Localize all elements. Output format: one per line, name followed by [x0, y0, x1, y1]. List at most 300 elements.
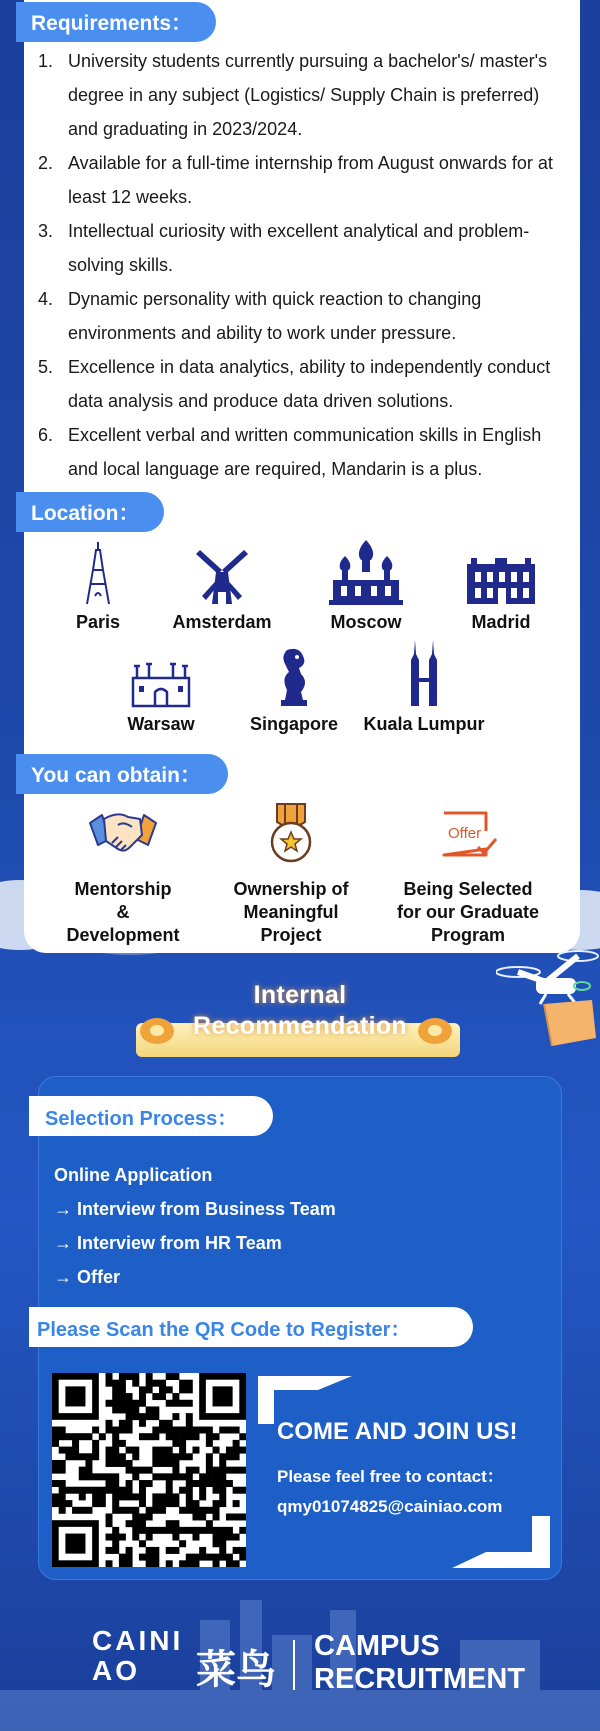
selection-steps — [54, 1158, 336, 1294]
qr-module — [139, 1467, 146, 1474]
qr-module — [152, 1547, 159, 1554]
qr-module — [132, 1473, 139, 1480]
qr-module — [192, 1527, 199, 1534]
qr-module — [172, 1400, 179, 1407]
qr-module — [219, 1547, 226, 1554]
item-text: Available for a full-time internship from August onwards for at least 12 weeks. — [68, 153, 553, 207]
qr-module — [139, 1527, 146, 1534]
register-title: Please Scan the QR Code to Register： — [37, 1318, 411, 1341]
campus-recruitment — [314, 1630, 525, 1696]
qr-module — [146, 1507, 153, 1514]
bracket-decoration — [258, 1376, 352, 1424]
qr-module — [213, 1480, 220, 1487]
qr-module — [179, 1447, 186, 1454]
qr-module — [239, 1447, 246, 1454]
qr-module — [172, 1427, 179, 1434]
city-warsaw — [91, 638, 231, 735]
qr-module — [152, 1473, 159, 1480]
qr-module — [106, 1480, 113, 1487]
qr-module — [166, 1487, 173, 1494]
qr-module — [112, 1440, 119, 1447]
location-heading — [16, 492, 164, 532]
city-singapore — [224, 638, 364, 735]
qr-module — [152, 1560, 159, 1567]
qr-module — [166, 1386, 173, 1393]
qr-module — [199, 1513, 206, 1520]
qr-module — [233, 1500, 240, 1507]
qr-module — [172, 1500, 179, 1507]
qr-module — [139, 1480, 146, 1487]
qr-module — [112, 1386, 119, 1393]
qr-module — [112, 1493, 119, 1500]
qr-module — [152, 1393, 159, 1400]
qr-module — [59, 1460, 66, 1467]
qr-module — [186, 1507, 193, 1514]
qr-module — [172, 1520, 179, 1527]
qr-module — [172, 1413, 179, 1420]
qr-module — [206, 1473, 213, 1480]
qr-module — [199, 1480, 206, 1487]
qr-module — [206, 1460, 213, 1467]
qr-module — [233, 1467, 240, 1474]
qr-module — [192, 1554, 199, 1561]
qr-module — [226, 1527, 233, 1534]
qr-module — [72, 1507, 79, 1514]
qr-module — [219, 1493, 226, 1500]
qr-module — [139, 1413, 146, 1420]
castle-icon — [91, 638, 231, 708]
qr-module — [172, 1393, 179, 1400]
qr-module — [59, 1500, 66, 1507]
qr-module — [72, 1447, 79, 1454]
qr-module — [146, 1554, 153, 1561]
qr-module — [159, 1460, 166, 1467]
qr-module — [59, 1447, 66, 1454]
qr-module — [179, 1487, 186, 1494]
qr-module — [126, 1554, 133, 1561]
qr-module — [65, 1487, 72, 1494]
qr-module — [106, 1547, 113, 1554]
qr-module — [186, 1453, 193, 1460]
qr-module — [166, 1433, 173, 1440]
qr-module — [166, 1373, 173, 1380]
item-number: 4. — [38, 289, 54, 309]
list-item — [38, 418, 568, 486]
qr-module — [139, 1540, 146, 1547]
qr-module — [179, 1400, 186, 1407]
qr-module — [99, 1487, 106, 1494]
qr-module — [179, 1386, 186, 1393]
qr-module — [139, 1420, 146, 1427]
city-label: Madrid — [471, 612, 531, 632]
qr-module — [192, 1507, 199, 1514]
qr-module — [126, 1373, 133, 1380]
qr-module — [219, 1500, 226, 1507]
qr-module — [206, 1467, 213, 1474]
qr-module — [92, 1473, 99, 1480]
qr-code[interactable] — [52, 1373, 246, 1567]
qr-module — [213, 1500, 220, 1507]
qr-module — [152, 1500, 159, 1507]
qr-module — [112, 1527, 119, 1534]
item-text: Intellectual curiosity with excellent analytical and problem-solving skills. — [68, 221, 530, 275]
qr-module — [119, 1373, 126, 1380]
qr-module — [52, 1440, 59, 1447]
requirements-list — [38, 44, 568, 486]
item-text: University students currently pursuing a bachelor's/ master's degree in any subject (Logistics/ Supply Chain is preferred) and graduating in 2023/2024. — [68, 51, 548, 139]
qr-module — [112, 1500, 119, 1507]
qr-module — [112, 1427, 119, 1434]
qr-module — [172, 1527, 179, 1534]
qr-module — [72, 1440, 79, 1447]
qr-module — [166, 1460, 173, 1467]
item-number: 2. — [38, 153, 54, 173]
qr-module — [132, 1513, 139, 1520]
city-kuala-lumpur — [354, 638, 494, 735]
title-line: Internal — [253, 981, 347, 1009]
qr-module — [186, 1480, 193, 1487]
qr-module — [112, 1447, 119, 1454]
qr-module — [132, 1507, 139, 1514]
qr-module — [186, 1467, 193, 1474]
benefit-label: Ownership of Meaningful Project — [233, 879, 349, 945]
qr-module — [239, 1554, 246, 1561]
qr-module — [106, 1534, 113, 1541]
qr-module — [139, 1493, 146, 1500]
qr-module — [152, 1507, 159, 1514]
qr-module — [213, 1507, 220, 1514]
qr-module — [132, 1406, 139, 1413]
qr-module — [172, 1433, 179, 1440]
qr-module — [159, 1507, 166, 1514]
city-label: Moscow — [330, 612, 402, 632]
qr-module — [152, 1413, 159, 1420]
qr-module — [112, 1473, 119, 1480]
qr-module — [146, 1413, 153, 1420]
qr-module — [106, 1420, 113, 1427]
qr-module — [85, 1467, 92, 1474]
qr-module — [233, 1427, 240, 1434]
qr-module — [199, 1554, 206, 1561]
benefit-label: Being Selected for our Graduate Program — [396, 879, 539, 945]
qr-module — [119, 1493, 126, 1500]
qr-module — [126, 1520, 133, 1527]
footer-divider — [293, 1640, 295, 1690]
qr-module — [79, 1433, 86, 1440]
qr-module — [206, 1427, 213, 1434]
item-text: Excellence in data analytics, ability to independently conduct data analysis and produce data driven solutions. — [68, 357, 551, 411]
qr-module — [186, 1554, 193, 1561]
qr-module — [126, 1493, 133, 1500]
qr-module — [146, 1560, 153, 1567]
step-item: Online Application — [54, 1165, 213, 1185]
qr-module — [106, 1373, 113, 1380]
qr-module — [166, 1427, 173, 1434]
qr-module — [206, 1440, 213, 1447]
qr-module — [119, 1460, 126, 1467]
city-madrid — [431, 532, 571, 633]
qr-module — [192, 1427, 199, 1434]
qr-module — [172, 1440, 179, 1447]
qr-module — [65, 1500, 72, 1507]
qr-module — [119, 1554, 126, 1561]
qr-module — [206, 1433, 213, 1440]
qr-module — [172, 1493, 179, 1500]
qr-module — [239, 1513, 246, 1520]
qr-module — [106, 1560, 113, 1567]
qr-module — [166, 1547, 173, 1554]
qr-module — [146, 1527, 153, 1534]
qr-module — [52, 1493, 59, 1500]
qr-module — [159, 1527, 166, 1534]
qr-module — [213, 1527, 220, 1534]
qr-module — [112, 1507, 119, 1514]
qr-module — [119, 1380, 126, 1387]
benefit-label: Mentorship & Development — [66, 879, 180, 945]
qr-module — [112, 1460, 119, 1467]
qr-module — [213, 1513, 220, 1520]
qr-module — [186, 1420, 193, 1427]
qr-module — [192, 1433, 199, 1440]
qr-module — [159, 1420, 166, 1427]
qr-module — [233, 1534, 240, 1541]
qr-module — [192, 1500, 199, 1507]
qr-module — [233, 1560, 240, 1567]
qr-module — [139, 1513, 146, 1520]
qr-module — [213, 1554, 220, 1561]
qr-module — [79, 1467, 86, 1474]
qr-module — [126, 1487, 133, 1494]
qr-module — [239, 1467, 246, 1474]
qr-module — [126, 1413, 133, 1420]
qr-module — [166, 1527, 173, 1534]
qr-module — [132, 1453, 139, 1460]
qr-module — [219, 1467, 226, 1474]
list-item — [38, 44, 568, 146]
qr-module — [239, 1527, 246, 1534]
qr-module — [233, 1547, 240, 1554]
qr-module — [233, 1513, 240, 1520]
eiffel-tower-icon — [28, 532, 168, 606]
list-item — [38, 146, 568, 214]
contact-email[interactable]: qmy01074825@cainiao.com — [277, 1497, 503, 1516]
qr-module — [199, 1493, 206, 1500]
qr-module — [186, 1386, 193, 1393]
qr-module — [179, 1440, 186, 1447]
qr-module — [166, 1493, 173, 1500]
qr-module — [119, 1393, 126, 1400]
qr-module — [152, 1554, 159, 1561]
bracket-decoration — [452, 1516, 550, 1568]
qr-module — [139, 1400, 146, 1407]
qr-module — [119, 1507, 126, 1514]
qr-finder — [213, 1386, 233, 1406]
qr-module — [59, 1493, 66, 1500]
qr-module — [139, 1487, 146, 1494]
qr-module — [179, 1473, 186, 1480]
qr-module — [213, 1473, 220, 1480]
qr-module — [172, 1534, 179, 1541]
qr-module — [172, 1547, 179, 1554]
qr-module — [213, 1487, 220, 1494]
qr-module — [126, 1406, 133, 1413]
qr-module — [206, 1554, 213, 1561]
item-number: 5. — [38, 357, 54, 377]
qr-module — [179, 1453, 186, 1460]
qr-module — [213, 1467, 220, 1474]
qr-module — [186, 1380, 193, 1387]
qr-module — [226, 1513, 233, 1520]
qr-module — [126, 1560, 133, 1567]
qr-module — [159, 1473, 166, 1480]
qr-module — [233, 1453, 240, 1460]
qr-module — [172, 1467, 179, 1474]
qr-module — [132, 1413, 139, 1420]
qr-module — [179, 1427, 186, 1434]
qr-module — [219, 1487, 226, 1494]
qr-module — [146, 1386, 153, 1393]
qr-module — [132, 1534, 139, 1541]
qr-module — [159, 1493, 166, 1500]
qr-module — [85, 1487, 92, 1494]
windmill-icon — [152, 532, 292, 606]
qr-module — [166, 1480, 173, 1487]
qr-module — [186, 1473, 193, 1480]
qr-module — [85, 1473, 92, 1480]
qr-module — [126, 1447, 133, 1454]
qr-module — [85, 1507, 92, 1514]
qr-module — [192, 1467, 199, 1474]
qr-module — [152, 1527, 159, 1534]
qr-module — [213, 1540, 220, 1547]
item-number: 1. — [38, 51, 54, 71]
qr-module — [186, 1400, 193, 1407]
qr-module — [99, 1433, 106, 1440]
city-label: Kuala Lumpur — [363, 714, 485, 734]
qr-module — [119, 1427, 126, 1434]
qr-module — [213, 1534, 220, 1541]
qr-module — [59, 1433, 66, 1440]
qr-module — [166, 1520, 173, 1527]
city-amsterdam — [152, 532, 292, 633]
qr-module — [186, 1427, 193, 1434]
qr-module — [166, 1420, 173, 1427]
benefits-title: You can obtain： — [31, 764, 201, 787]
qr-module — [219, 1540, 226, 1547]
qr-module — [213, 1560, 220, 1567]
qr-module — [233, 1447, 240, 1454]
qr-module — [199, 1527, 206, 1534]
qr-module — [92, 1447, 99, 1454]
qr-module — [119, 1453, 126, 1460]
benefit-graduate-program — [383, 800, 553, 947]
footer-line: RECRUITMENT — [314, 1663, 526, 1695]
qr-module — [219, 1480, 226, 1487]
qr-module — [99, 1493, 106, 1500]
qr-module — [159, 1393, 166, 1400]
merlion-icon — [224, 638, 364, 708]
qr-module — [139, 1520, 146, 1527]
qr-module — [186, 1433, 193, 1440]
qr-module — [59, 1467, 66, 1474]
cainiao-logo-cn: 菜鸟 — [196, 1648, 276, 1692]
qr-module — [112, 1480, 119, 1487]
qr-module — [72, 1453, 79, 1460]
qr-module — [79, 1453, 86, 1460]
qr-module — [226, 1534, 233, 1541]
qr-module — [106, 1513, 113, 1520]
city-paris — [28, 532, 168, 633]
qr-module — [106, 1460, 113, 1467]
qr-module — [112, 1487, 119, 1494]
step-item: → Offer — [54, 1267, 121, 1287]
qr-module — [52, 1480, 59, 1487]
qr-module — [139, 1433, 146, 1440]
qr-module — [126, 1427, 133, 1434]
qr-module — [112, 1534, 119, 1541]
qr-module — [139, 1393, 146, 1400]
qr-module — [199, 1487, 206, 1494]
qr-module — [126, 1480, 133, 1487]
qr-module — [226, 1447, 233, 1454]
qr-module — [59, 1480, 66, 1487]
qr-module — [132, 1520, 139, 1527]
title-line: Recommendation — [193, 1012, 407, 1040]
qr-module — [152, 1380, 159, 1387]
qr-module — [52, 1460, 59, 1467]
qr-module — [239, 1547, 246, 1554]
step-item: → Interview from HR Team — [54, 1233, 282, 1253]
qr-finder — [65, 1534, 85, 1554]
item-text: Dynamic personality with quick reaction to changing environments and ability to work under pressure. — [68, 289, 482, 343]
qr-module — [72, 1487, 79, 1494]
qr-module — [79, 1507, 86, 1514]
qr-module — [199, 1427, 206, 1434]
qr-module — [233, 1487, 240, 1494]
qr-module — [92, 1487, 99, 1494]
qr-module — [179, 1380, 186, 1387]
qr-module — [179, 1433, 186, 1440]
city-label: Warsaw — [127, 714, 195, 734]
qr-module — [79, 1473, 86, 1480]
qr-module — [152, 1493, 159, 1500]
selection-heading — [29, 1096, 273, 1136]
city-label: Singapore — [249, 714, 338, 734]
qr-module — [179, 1560, 186, 1567]
selection-title: Selection Process： — [45, 1107, 238, 1130]
qr-module — [112, 1453, 119, 1460]
qr-module — [85, 1453, 92, 1460]
qr-module — [106, 1427, 113, 1434]
qr-module — [72, 1433, 79, 1440]
qr-module — [112, 1540, 119, 1547]
qr-module — [132, 1400, 139, 1407]
qr-module — [192, 1480, 199, 1487]
location-title: Location： — [31, 502, 140, 525]
benefit-mentorship — [38, 800, 208, 947]
qr-module — [192, 1447, 199, 1454]
logo-text: CAINIAO — [92, 1625, 184, 1686]
qr-module — [119, 1400, 126, 1407]
qr-module — [119, 1406, 126, 1413]
qr-module — [59, 1487, 66, 1494]
qr-module — [112, 1433, 119, 1440]
qr-module — [186, 1527, 193, 1534]
qr-module — [166, 1453, 173, 1460]
qr-module — [59, 1507, 66, 1514]
qr-module — [159, 1427, 166, 1434]
qr-module — [92, 1453, 99, 1460]
